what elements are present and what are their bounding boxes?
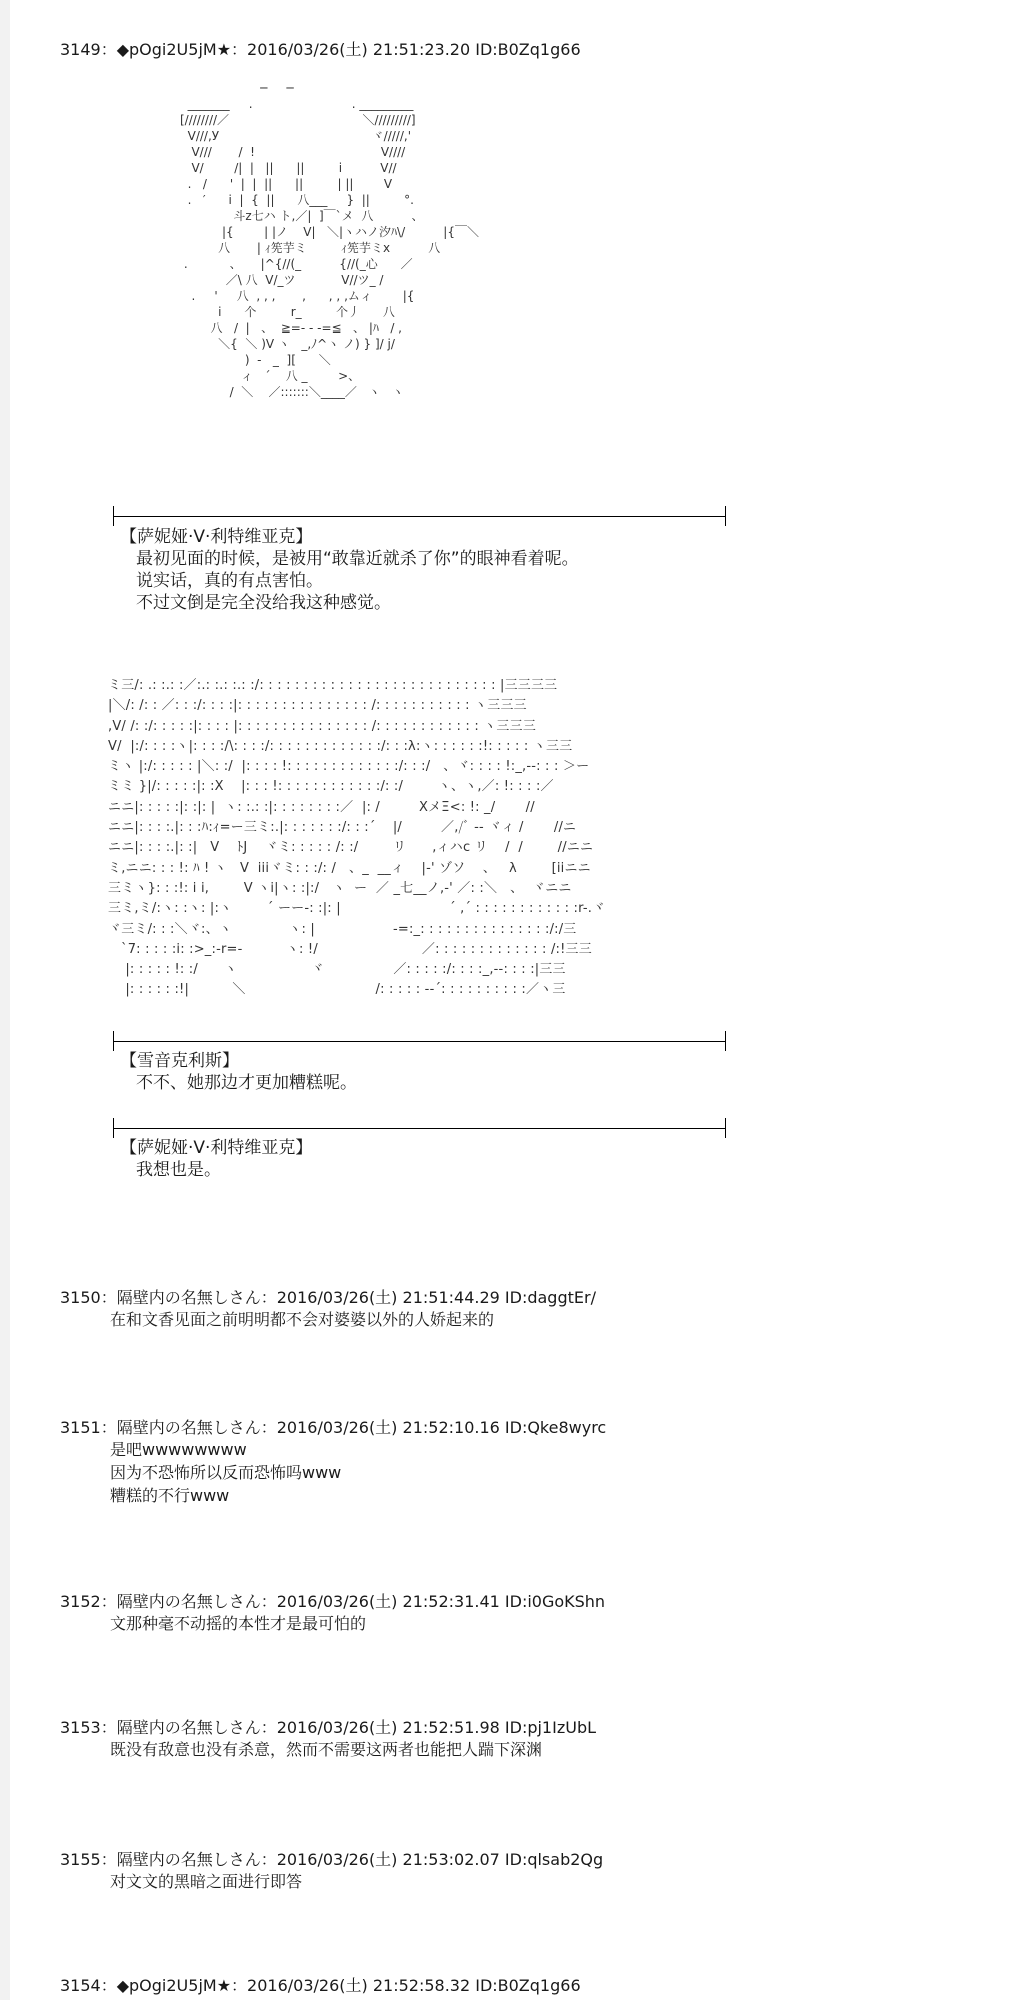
divider-tick (113, 1031, 114, 1051)
post-3149 (60, 40, 1000, 60)
post-body (110, 1870, 1000, 1893)
post-3155 (60, 1850, 1000, 1893)
left-margin-strip (0, 0, 10, 2000)
post-body (110, 1438, 1000, 1507)
dialog-line: 不不、她那边才更加糟糕呢。 (136, 1073, 357, 1093)
post-line: 因为不恐怖所以反而恐怖吗www (110, 1463, 342, 1482)
post-header: 3152：隔壁内の名無しさん：2016/03/26(土) 21:52:31.41 ID:i0GoKShn (60, 1592, 606, 1611)
dialog-line: 不过文倒是完全没给我这种感觉。 (136, 593, 391, 613)
speaker-name: 【萨妮娅·V·利特维亚克】 (120, 527, 313, 547)
dialog-line: 最初见面的时候，是被用“敢靠近就杀了你”的眼神看着呢。 (136, 549, 579, 569)
post-body (110, 1612, 1000, 1635)
post-3152 (60, 1592, 1000, 1635)
speaker-name: 【萨妮娅·V·利特维亚克】 (120, 1138, 313, 1158)
ascii-art-character (180, 80, 479, 400)
post-line: 是吧wwwwwwww (110, 1440, 247, 1459)
post-line: 既没有敌意也没有杀意，然而不需要这两者也能把人踹下深渊 (110, 1740, 543, 1759)
post-3154 (60, 1976, 1000, 1996)
dialog-divider (113, 1041, 725, 1042)
divider-tick (113, 506, 114, 526)
post-header: 3154：◆pOgi2U5jM★：2016/03/26(土) 21:52:58.32 ID:B0Zq1g66 (60, 1976, 581, 1995)
post-line: 糟糕的不行www (110, 1486, 230, 1505)
post-3151 (60, 1418, 1000, 1507)
post-header: 3155：隔壁内の名無しさん：2016/03/26(土) 21:53:02.07 ID:qlsab2Qg (60, 1850, 604, 1869)
post-3150 (60, 1288, 1000, 1331)
divider-tick (725, 506, 726, 526)
post-header: 3149：◆pOgi2U5jM★：2016/03/26(土) 21:51:23.20 ID:B0Zq1g66 (60, 40, 581, 59)
ascii-art-bottom: |{ | |ノ V| ＼|ヽハノ汐ﾊ\/ |{￣＼ 八 | ｨ筅芋ミ ｨ筅芋ミx 八 . 、 |^{//(_ {//(_心 ／ ／\ 八 V/_ツ V//ツ_ / . ' 八 , , , , , , ,ムィ |{ i 个 r_ 个丿 八 八 / | 、 ≧=- ‐ -=≦ 、 |ﾊ / , ＼{ ＼ )V ヽ _,ﾉ^ヽ ノ) } ]/ j/ ) - _ ][ ＼ ィ ´ 八 _ >、 / ＼ ／:::::::＼____／ ヽ ヽ (183, 225, 479, 399)
dialog-divider (113, 516, 725, 517)
ascii-art-top: ─ ─ _______ . . _________ [////////／ ＼/////////] V///,У ヾ/////,' V/// / ! V//// V/ /| | || || i V// . / ' | | || || | || V . ′ i | { || 八___ } || °. 斗z七ハ ト,／| ]￣`メ 八 、 (180, 81, 424, 223)
post-line: 在和文香见面之前明明都不会对婆婆以外的人娇起来的 (110, 1310, 495, 1329)
divider-tick (113, 1118, 114, 1138)
dialog-box (120, 526, 579, 614)
post-header: 3153：隔壁内の名無しさん：2016/03/26(土) 21:52:51.98 ID:pj1IzUbL (60, 1718, 597, 1737)
ascii-art-scene: ミ三/: .: :.: :／:.: :.: :.: :/: : : : : : : : : : : : : : : : : : : : : : : : : : : |三三三三 |＼/: /: : ／: : :/: : : :|: : : : : : : : : : : : : : : /: : : : : : : : : : : ヽ三三三 ,V/ /: :/: : : : :|: : : : |: : : : : : : : : : : : : : : /: : : : : : : : : : : : ヽ三三三 V/ |:/: : : :ヽ|: : : :/\: : : :/: : : : : : : : : : : : :/: : :λ:ヽ: : : : : :!: : : : : ヽ三三 ミヽ |:/: : : : : |＼: :/ |: : : : !: : : : : : : : : : : : :/: : :/ 、ヾ: : : : !:_,-‐: : : ＞ー ミミ }|/: : : : :|: :X |: : : !: : : : : : : : : : : :/: :/ ヽ、ヽ,／: !: : : :／ ニニ|: : : : :|: :|: | ヽ: :.: :|: : : : : : : :／ |: / XメΞ<: !: _/ // ニニ|: : : :.|: : :ﾊ:ｨ=ー三ミ:.|: : : : : : :/: : :´ |/ ／,/ﾞ ‐‐ ヾィ / //ニ ニニ|: : : :.|: :| V ﾄJ ヾミ: : : : : /: :/ リ ,ィハc リ / / //ニニ ミ,ニニ: : : !: ﾊ ! ヽ V iiiヾミ: : :/: / 、_ __ィ |-' ゾソ 、 λ [iiニニ 三ミヽ}: : :!: i i, V ヽi|ヽ: :|:/ ヽ ー ／ _七__ノ,-' ／: :＼ 、 ヾニニ 三ミ,ミ/:ヽ: :ヽ: |:ヽ ´ ーー-: :|: | ´ ,´ : : : : : : : : : : : :r-.ヾ ヾ三ミ/: : :＼ヾ:、ヽ ヽ: | -=:_: : : : : : : : : : : : : : :/:/三 `7: : : : :i: :>_:-r=- ヽ: !/ ／: : : : : : : : : : : : : /:!三三 |: : : : : !: :/ ヽ ヾ ／: : : : :/: : : :_,-‐: : : :|三三 |: : : : : :!| ＼ /: : : : : -‐´: : : : : : : : : :／ヽ三 (108, 678, 606, 998)
post-line: 文那种毫不动摇的本性才是最可怕的 (110, 1614, 367, 1633)
dialog-line: 我想也是。 (136, 1160, 221, 1180)
post-header: 3151：隔壁内の名無しさん：2016/03/26(土) 21:52:10.16 ID:Qke8wyrc (60, 1418, 607, 1437)
post-body (110, 1738, 1000, 1761)
post-body (110, 1308, 1000, 1331)
post-3153 (60, 1718, 1000, 1761)
post-line: 对文文的黑暗之面进行即答 (110, 1872, 303, 1891)
speaker-name: 【雪音克利斯】 (120, 1051, 239, 1071)
divider-tick (725, 1031, 726, 1051)
post-header: 3150：隔壁内の名無しさん：2016/03/26(土) 21:51:44.29 ID:daggtEr/ (60, 1288, 596, 1307)
dialog-divider (113, 1128, 725, 1129)
dialog-line: 说实话，真的有点害怕。 (136, 571, 323, 591)
dialog-box (120, 1050, 357, 1094)
divider-tick (725, 1118, 726, 1138)
dialog-box (120, 1137, 312, 1181)
